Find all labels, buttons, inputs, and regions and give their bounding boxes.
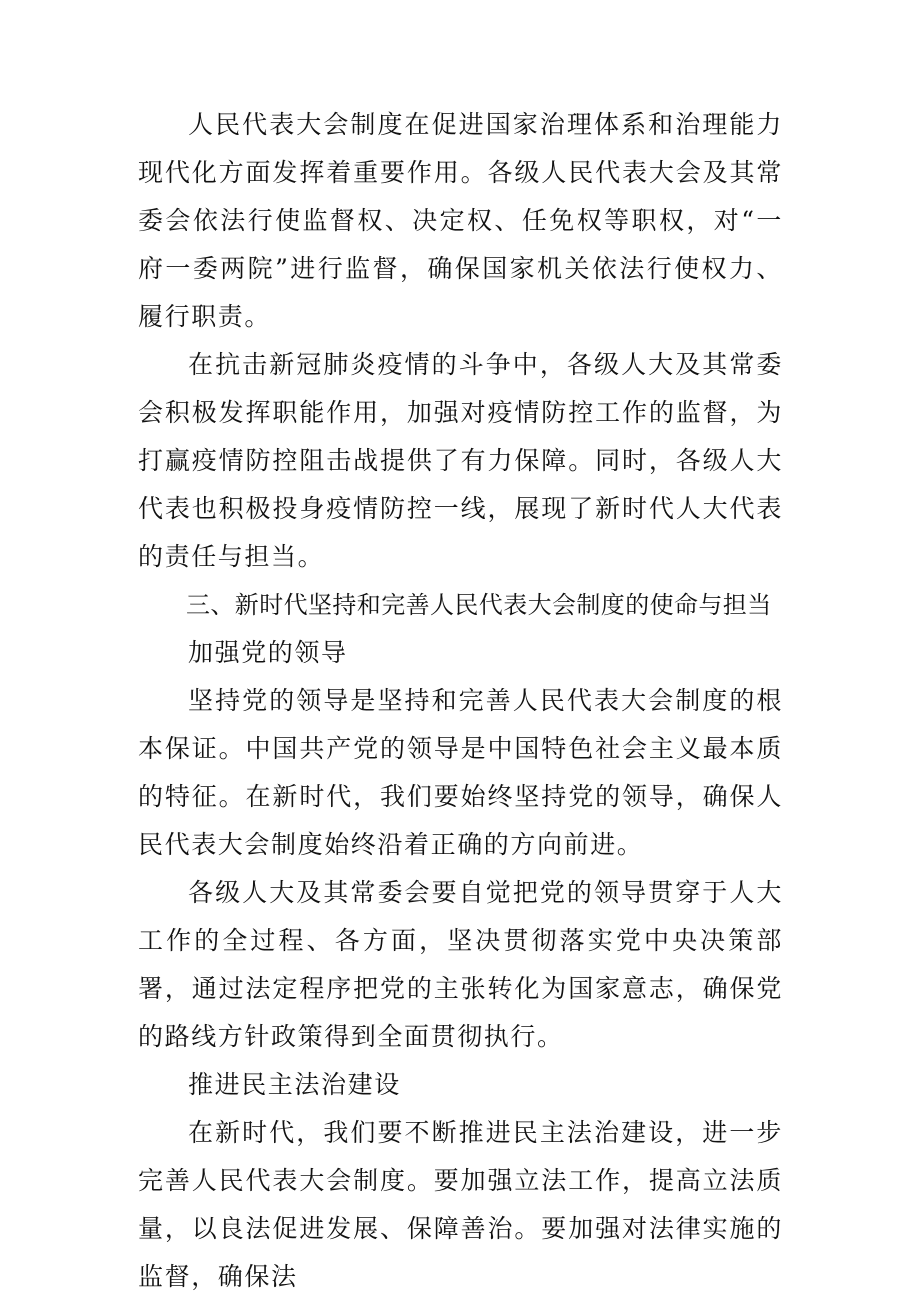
paragraph-npc-governance: 人民代表大会制度在促进国家治理体系和治理能力现代化方面发挥着重要作用。各级人民代表大会及其常委会依法行使监督权、决定权、任免权等职权，对“一府一委两院”进行监督，确保国家机关依法行使权力、履行职责。 — [138, 110, 783, 331]
document-body — [138, 101, 783, 1301]
subheading-rule-of-law: 推进民主法治建设 — [188, 1070, 401, 1099]
subheading-party-leadership: 加强党的领导 — [188, 638, 348, 667]
paragraph-epidemic-response: 在抗击新冠肺炎疫情的斗争中，各级人大及其常委会积极发挥职能作用，加强对疫情防控工作的监督，为打赢疫情防控阻击战提供了有力保障。同时，各级人大代表也积极投身疫情防控一线，展现了新时代人大代表的责任与担当。 — [138, 350, 783, 571]
paragraph-party-leadership-implementation: 各级人大及其常委会要自觉把党的领导贯穿于人大工作的全过程、各方面，坚决贯彻落实党中央决策部署，通过法定程序把党的主张转化为国家意志，确保党的路线方针政策得到全面贯彻执行。 — [138, 878, 783, 1051]
paragraph-party-leadership-guarantee: 坚持党的领导是坚持和完善人民代表大会制度的根本保证。中国共产党的领导是中国特色社会主义最本质的特征。在新时代，我们要始终坚持党的领导，确保人民代表大会制度始终沿着正确的方向前进。 — [138, 686, 783, 859]
section-heading-three: 三、新时代坚持和完善人民代表大会制度的使命与担当 — [186, 591, 772, 619]
paragraph-rule-of-law: 在新时代，我们要不断推进民主法治建设，进一步完善人民代表大会制度。要加强立法工作，提高立法质量，以良法促进发展、保障善治。要加强对法律实施的监督，确保法 — [138, 1118, 783, 1291]
